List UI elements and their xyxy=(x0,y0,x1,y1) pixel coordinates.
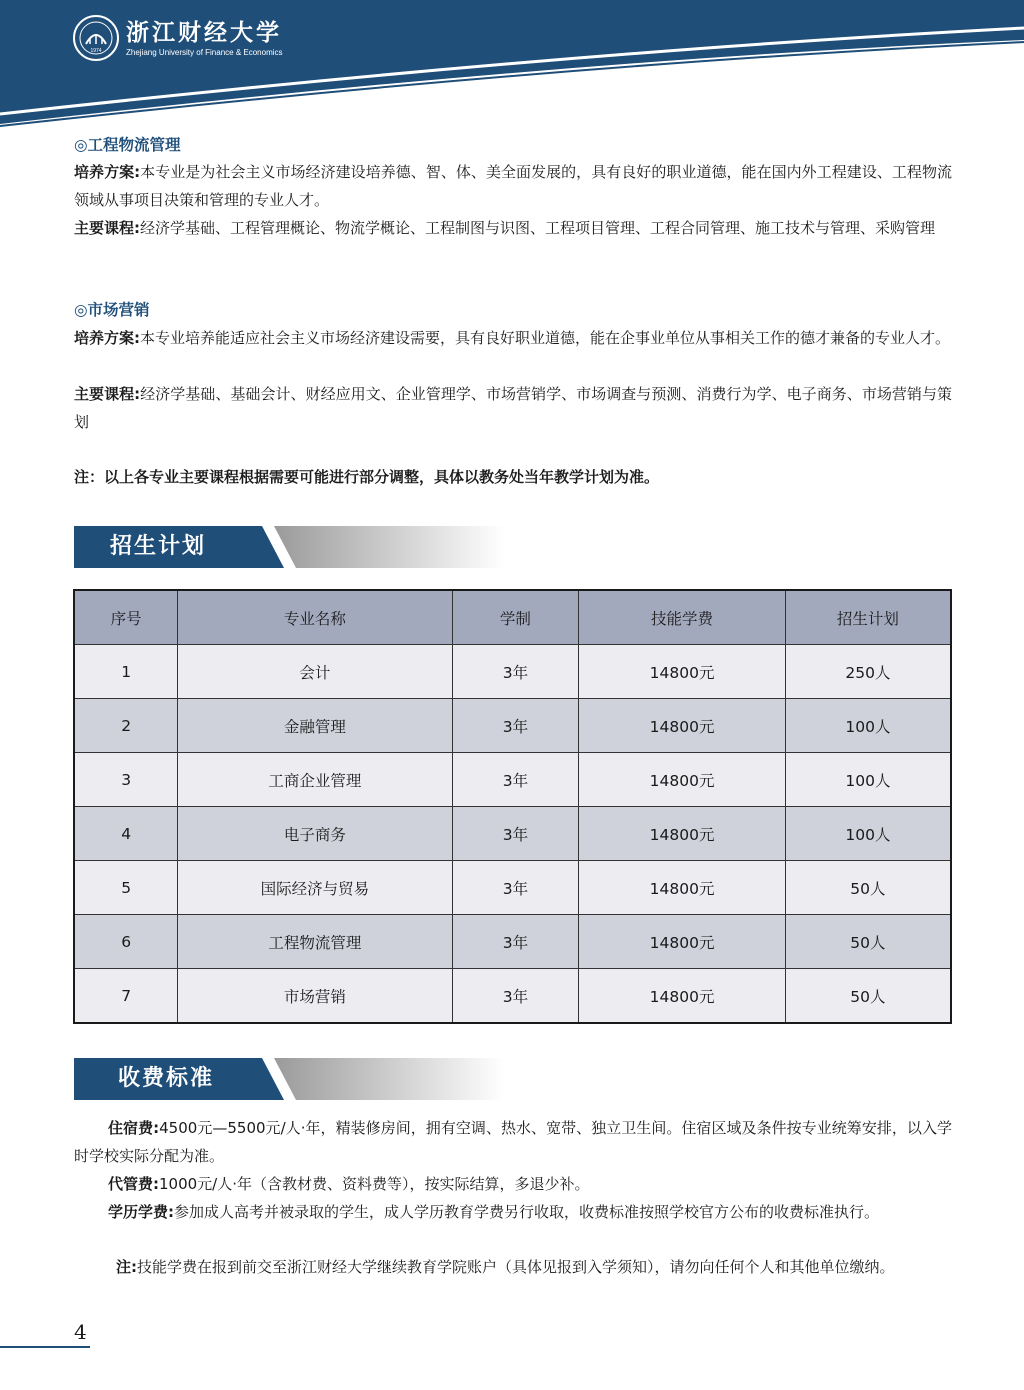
university-name-en: Zhejiang University of Finance & Economics xyxy=(126,48,283,57)
svg-text:1974: 1974 xyxy=(90,48,102,54)
table-cell: 电子商务 xyxy=(178,807,452,861)
fee-label: 代管费: xyxy=(108,1175,159,1193)
table-row xyxy=(74,645,951,699)
plan-label: 培养方案: xyxy=(74,329,140,347)
table-cell: 市场营销 xyxy=(178,969,452,1024)
fee-item xyxy=(74,1253,952,1281)
plan-text: 本专业是为社会主义市场经济建设培养德、智、体、美全面发展的，具有良好的职业道德，能在国内外工程建设、工程物流领域从事项目决策和管理的专业人才。 xyxy=(74,163,952,209)
table-cell: 5 xyxy=(74,861,178,915)
column-header: 专业名称 xyxy=(178,590,452,645)
table-cell: 14800元 xyxy=(579,915,786,969)
table-cell: 14800元 xyxy=(579,753,786,807)
table-cell: 14800元 xyxy=(579,861,786,915)
table-header-row xyxy=(74,590,951,645)
major-courses xyxy=(74,380,952,436)
fee-text: 4500元—5500元/人·年，精装修房间，拥有空调、热水、宽带、独立卫生间。住宿区域及条件按专业统筹安排，以入学时学校实际分配为准。 xyxy=(74,1119,952,1165)
fee-text: 技能学费在报到前交至浙江财经大学继续教育学院账户（具体见报到入学须知），请勿向任何个人和其他单位缴纳。 xyxy=(137,1258,895,1276)
table-cell: 金融管理 xyxy=(178,699,452,753)
table-row xyxy=(74,807,951,861)
table-cell: 6 xyxy=(74,915,178,969)
table-row xyxy=(74,915,951,969)
enrollment-table xyxy=(73,589,952,1024)
table-cell: 14800元 xyxy=(579,807,786,861)
plan-text: 本专业培养能适应社会主义市场经济建设需要，具有良好职业道德，能在企事业单位从事相关工作的德才兼备的专业人才。 xyxy=(140,329,951,347)
section-title: 招生计划 xyxy=(110,534,207,559)
table-cell: 3年 xyxy=(452,753,579,807)
fee-text: 参加成人高考并被录取的学生，成人学历教育学费另行收取，收费标准按照学校官方公布的收费标准执行。 xyxy=(174,1203,880,1221)
curriculum-note: 注：以上各专业主要课程根据需要可能进行部分调整，具体以教务处当年教学计划为准。 xyxy=(74,468,660,486)
major-title: ◎市场营销 xyxy=(74,301,150,319)
major-plan xyxy=(74,158,952,214)
table-row xyxy=(74,861,951,915)
fee-text: 1000元/人·年（含教材费、资料费等），按实际结算，多退少补。 xyxy=(159,1175,590,1193)
table-cell: 2 xyxy=(74,699,178,753)
table-cell: 250人 xyxy=(785,645,951,699)
major-courses xyxy=(74,214,952,242)
column-header: 招生计划 xyxy=(785,590,951,645)
fee-label: 住宿费: xyxy=(108,1119,160,1137)
table-cell: 3年 xyxy=(452,645,579,699)
table-cell: 工程物流管理 xyxy=(178,915,452,969)
plan-label: 培养方案: xyxy=(74,163,141,181)
table-cell: 14800元 xyxy=(579,645,786,699)
course-label: 主要课程: xyxy=(74,385,141,403)
column-header: 学制 xyxy=(452,590,579,645)
course-label: 主要课程: xyxy=(74,219,140,237)
major-title: ◎工程物流管理 xyxy=(74,136,181,154)
table-cell: 100人 xyxy=(785,807,951,861)
table-row xyxy=(74,699,951,753)
university-seal-icon xyxy=(72,14,120,62)
footer-rule xyxy=(0,1346,90,1348)
table-cell: 4 xyxy=(74,807,178,861)
table-cell: 工商企业管理 xyxy=(178,753,452,807)
page-number: 4 xyxy=(74,1320,87,1344)
table-cell: 50人 xyxy=(785,915,951,969)
table-cell: 1 xyxy=(74,645,178,699)
column-header: 序号 xyxy=(74,590,178,645)
table-cell: 50人 xyxy=(785,969,951,1024)
table-cell: 50人 xyxy=(785,861,951,915)
table-cell: 会计 xyxy=(178,645,452,699)
fee-label: 注: xyxy=(116,1258,137,1276)
table-cell: 14800元 xyxy=(579,969,786,1024)
table-cell: 3年 xyxy=(452,807,579,861)
column-header: 技能学费 xyxy=(579,590,786,645)
fee-item xyxy=(74,1170,952,1198)
table-cell: 14800元 xyxy=(579,699,786,753)
major-plan xyxy=(74,324,952,352)
table-cell: 3年 xyxy=(452,861,579,915)
section-title: 收费标准 xyxy=(118,1066,215,1091)
table-cell: 3年 xyxy=(452,699,579,753)
table-cell: 3 xyxy=(74,753,178,807)
table-cell: 100人 xyxy=(785,699,951,753)
table-cell: 7 xyxy=(74,969,178,1024)
fee-item xyxy=(74,1198,952,1226)
table-cell: 3年 xyxy=(452,969,579,1024)
fee-label: 学历学费: xyxy=(108,1203,174,1221)
table-cell: 国际经济与贸易 xyxy=(178,861,452,915)
table-row xyxy=(74,969,951,1024)
fee-item xyxy=(74,1114,952,1170)
university-name-cn: 浙江财经大学 xyxy=(126,19,282,46)
table-row xyxy=(74,753,951,807)
table-cell: 3年 xyxy=(452,915,579,969)
table-cell: 100人 xyxy=(785,753,951,807)
course-text: 经济学基础、工程管理概论、物流学概论、工程制图与识图、工程项目管理、工程合同管理、施工技术与管理、采购管理 xyxy=(140,219,936,237)
course-text: 经济学基础、基础会计、财经应用文、企业管理学、市场营销学、市场调查与预测、消费行为学、电子商务、市场营销与策划 xyxy=(74,385,952,431)
